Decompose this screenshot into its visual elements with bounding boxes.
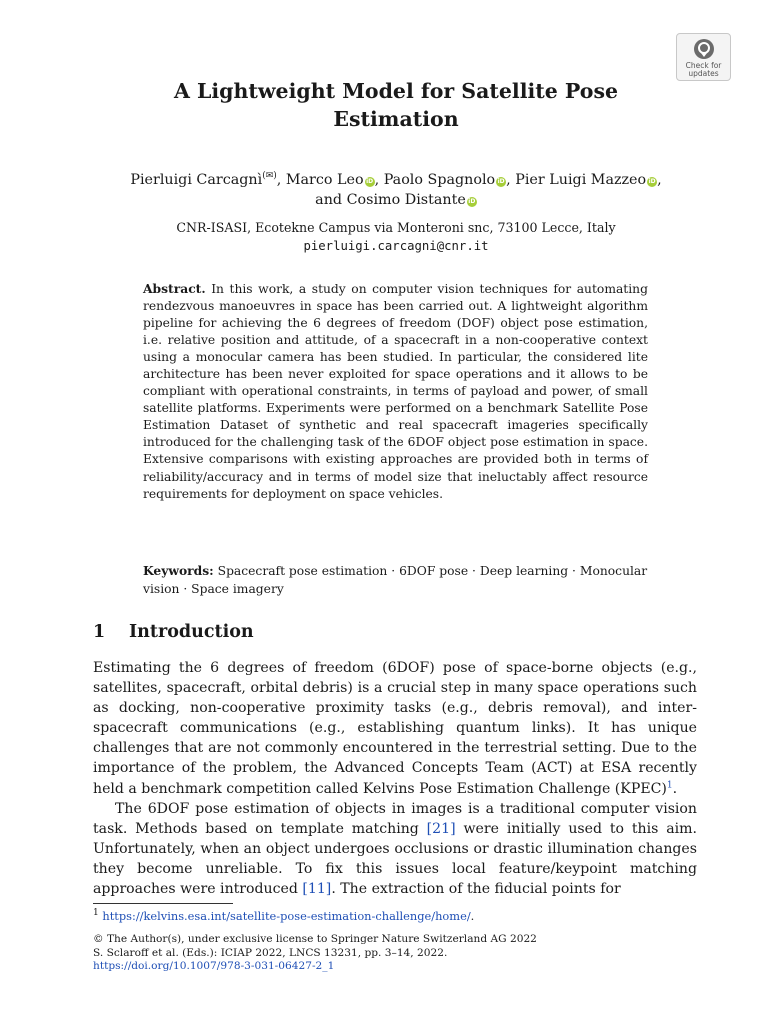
author-leo: Marco Leo [285,172,364,188]
section-heading [93,620,493,644]
check-for-updates-badge[interactable] [676,33,731,81]
footnote-end: . [470,909,475,923]
author-spagnolo: Paolo Spagnolo [383,172,496,188]
author-list: Pierluigi Carcagnì(✉), Marco Leo iD, Paolo Spagnolo iD, Pier Luigi Mazzeo iD, and Cosimo Distante iD [130,171,662,208]
orcid-icon[interactable]: iD [648,178,656,185]
keywords-text: Spacecraft pose estimation · 6DOF pose · Deep learning · Monocular vision · Space imagery [143,564,648,596]
doi-link[interactable]: https://doi.org/10.1007/978-3-031-06427-2_1 [93,960,335,973]
footnote-ref[interactable]: 1 [666,779,673,790]
body-text [93,658,697,899]
citation-link[interactable]: [21] [426,820,456,837]
copyright-block [93,933,697,974]
affiliation: CNR-ISASI, Ecotekne Campus via Monteroni snc, 73100 Lecce, Italy [176,220,616,235]
citation-line: S. Sclaroff et al. (Eds.): ICIAP 2022, LNCS 13231, pp. 3–14, 2022. [93,946,448,959]
author-mazzeo: Pier Luigi Mazzeo [515,172,647,188]
corresponding-author-envelope-icon: (✉) [262,171,277,181]
orcid-icon[interactable]: iD [366,178,374,185]
paragraph-2 [93,799,697,899]
abstract-text: In this work, a study on computer vision techniques for automating rendezvous manoeuvres in space has been carried out. A lightweight algorithm pipeline for achieving the 6 degrees of freedom (DOF) object pose estimation, i.e. relative position and attitude, of a spacecraft in a non-cooperative context using a monocular camera has been studied. In particular, the considered lite architecture has been never exploited for space operations and it allows to be compliant with operational constraints, in terms of payload and power, of small satellite platforms. Experiments were performed on a benchmark Satellite Pose Estimation Dataset of synthetic and real spacecraft imageries specifically introduced for the challenging task of the 6DOF object pose estimation in space. Extensive comparisons with existing approaches are provided both in terms of reliability/accuracy and in terms of model size that ineluctably affect resource requirements for deployment on space vehicles. [143,282,648,501]
copyright-line: © The Author(s), under exclusive license to Springer Nature Switzerland AG 2022 [93,933,537,945]
author-carcagni: Pierluigi Carcagnì [130,172,263,188]
paragraph-1-end: . [672,780,678,797]
title-line-2: Estimation [333,107,459,131]
footnote-number: 1 [93,908,99,919]
orcid-icon[interactable]: iD [497,178,505,185]
keywords-label: Keywords: [143,563,214,578]
footnote-divider [93,903,233,904]
citation-link[interactable]: [11] [302,881,332,898]
abstract-label: Abstract. [143,281,206,296]
paragraph-2-text-b: were initially used to this aim. Unfortunately, when an object undergoes occlusions or drastic illumination changes they become unreliable. To fix this issues local feature/keypoint matching approaches were introduced [93,820,697,898]
orcid-icon[interactable]: iD [468,198,476,205]
title-line-1: A Lightweight Model for Satellite Pose [173,79,619,103]
author-email[interactable]: pierluigi.carcagni@cnr.it [303,239,489,253]
keywords [143,562,648,598]
badge-line-1: Check for [685,61,722,70]
footnote [93,908,697,924]
paragraph-2-text-c: . The extraction of the fiducial points for [331,881,621,898]
check-for-updates-icon [693,38,715,60]
paragraph-1 [93,658,697,799]
paper-title [96,77,696,133]
paragraph-1-text: Estimating the 6 degrees of freedom (6DOF) pose of space-borne objects (e.g., satellites, spacecraft, orbital debris) is a crucial step in many space operations such as docking, non-cooperative proximity tasks (e.g., debris removal), and inter-spacecraft communications (e.g., establishing quantum links). It has unique challenges that are not commonly encountered in the terrestrial setting. Due to the importance of the problem, the Advanced Concepts Team (ACT) at ESA recently held a benchmark competition called Kelvins Pose Estimation Challenge (KPEC) [93,660,697,797]
section-number: 1 [93,622,106,642]
footnote-link[interactable]: https://kelvins.esa.int/satellite-pose-estimation-challenge/home/ [102,909,471,923]
badge-line-2: updates [688,69,719,78]
abstract [143,280,648,503]
section-title: Introduction [129,622,254,642]
paragraph-2-text-a: The 6DOF pose estimation of objects in images is a traditional computer vision task. Methods based on template matching [93,800,697,837]
author-distante: and Cosimo Distante [315,192,466,208]
